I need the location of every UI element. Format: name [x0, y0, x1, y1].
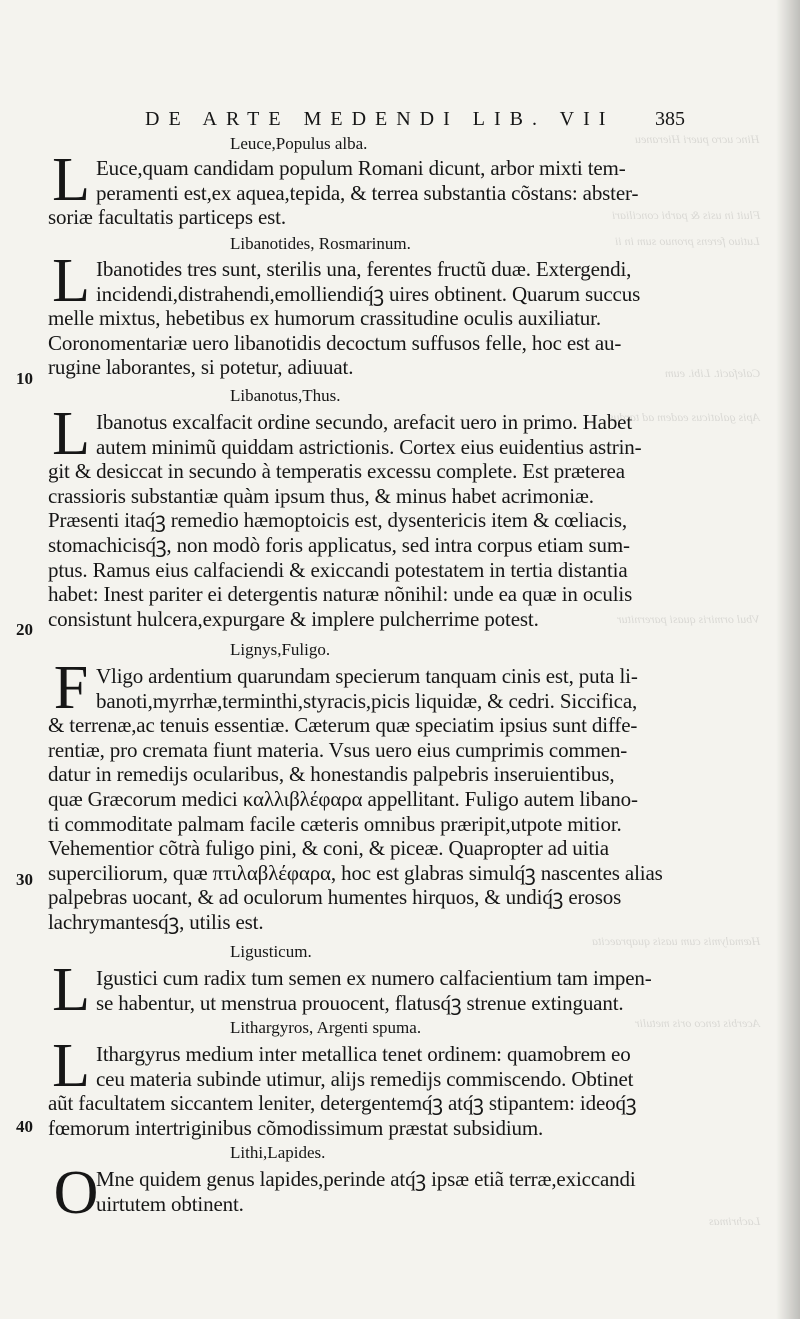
entry-paragraph: [48, 410, 698, 631]
entry-heading: Leuce,Populus alba.: [230, 134, 368, 153]
text-line: Ithargyrus medium inter metallica tenet ordinem: quamobrem eo: [96, 1042, 631, 1066]
text-line: lachrymantesq́ꝫ, utilis est.: [48, 909, 264, 934]
text-line: uirtutem obtinent.: [96, 1191, 244, 1216]
show-through-text: Calefacit. Libi. eum: [664, 366, 760, 380]
text-line: fœmorum intertriginibus cõmodissimum præstat subsidium.: [48, 1115, 544, 1140]
text-line: ceu materia subinde utimur, alijs remedijs commiscendo. Obtinet: [96, 1066, 634, 1091]
running-head: [145, 108, 685, 138]
text-line: Ibanotides tres sunt, sterilis una, ferentes fructũ duæ. Extergendi,: [96, 257, 632, 281]
entry-paragraph: [48, 156, 698, 230]
text-line: stomachicisq́ꝫ, non modò foris applicatus, sed intra corpus etiam sum-: [48, 532, 630, 557]
entry-heading: Libanotus,Thus.: [230, 386, 341, 405]
text-line: peramenti est,ex aquea,tepida, & terrea substantia cõstans: abster-: [96, 180, 639, 205]
show-through-text: Hæmalymis cum uasis quapraecita: [591, 934, 760, 948]
text-line: habet: Inest pariter ei detergentis naturæ nõnihil: unde ea quæ in oculis: [48, 582, 633, 607]
binding-shadow: [776, 0, 800, 1319]
text-line: ti commoditate palmam facile cæteris omnibus præripit,utpote mitior.: [48, 811, 622, 836]
show-through-text: Fluit in usis & parbi conciliari: [611, 208, 760, 222]
entry-paragraph: [48, 1167, 698, 1216]
text-line: palpebras uocant, & ad oculorum humentes hirquos, & undiq́ꝫ erosos: [48, 885, 622, 910]
text-line: rugine laborantes, si potetur, adiuuat.: [48, 355, 354, 380]
drop-cap: L: [52, 257, 90, 306]
text-line: Vligo ardentium quarundam specierum tanquam cinis est, puta li-: [96, 664, 638, 688]
drop-cap: O: [53, 1169, 99, 1218]
line-number: 10: [16, 369, 33, 388]
text-line: Mne quidem genus lapides,perinde atq́ꝫ ipsæ etiã terræ,exiccandi: [96, 1167, 636, 1191]
text-line: banoti,myrrhæ,terminthi,styracis,picis liquidæ, & cedri. Siccifica,: [96, 688, 638, 713]
text-line: melle mixtus, hebetibus ex humorum crassitudine oculis auxiliatur.: [48, 306, 601, 331]
entry-paragraph: [48, 664, 698, 935]
text-line: & terrenæ,ac tenuis essentiæ. Cæterum quæ speciatim ipsius sunt diffe-: [48, 713, 638, 738]
text-line: Ibanotus excalfacit ordine secundo, arefacit uero in primo. Habet: [96, 410, 633, 434]
entry-heading: Libanotides, Rosmarinum.: [230, 234, 411, 253]
show-through-text: Vbul ormiris quasi parernitur: [617, 612, 760, 626]
text-line: ptus. Ramus eius calfaciendi & exiccandi potestatem in tertia distantia: [48, 557, 628, 582]
drop-cap: L: [52, 966, 90, 1015]
line-number: 40: [16, 1117, 33, 1136]
entry-heading: Lithi,Lapides.: [230, 1143, 326, 1162]
text-line: rentiæ, pro cremata fiunt materia. Vsus uero eius cumprimis commen-: [48, 737, 628, 762]
text-line: autem minimũ quiddam astrictionis. Cortex eius euidentius astrin-: [96, 434, 642, 459]
text-line: git & desiccat in secundo à temperatis excessu complete. Est præterea: [48, 459, 625, 484]
entry-heading: Ligusticum.: [230, 942, 312, 961]
entry-heading: Lignys,Fuligo.: [230, 640, 331, 659]
drop-cap: L: [52, 1042, 90, 1091]
text-line: consistunt hulcera,expurgare & implere pulcherrime potest.: [48, 606, 539, 631]
entry-paragraph: [48, 966, 698, 1015]
show-through-text: Hinc ucro pueri Hieraneu: [635, 132, 760, 146]
entry-paragraph: [48, 1042, 698, 1140]
show-through-text: Apis galaticus eadem ad tardus: [609, 410, 760, 424]
running-head-title: DE ARTE MEDENDI LIB. VII: [145, 108, 615, 130]
text-line: Vehementior cõtrà fuligo pini, & coni, & piceæ. Quapropter ad uitia: [48, 836, 609, 861]
text-line: incidendi,distrahendi,emolliendiq́ꝫ uires obtinent. Quarum succus: [96, 281, 641, 306]
entry-paragraph: [48, 257, 698, 380]
text-line: quæ Græcorum medici καλλιβλέφαρα appellitant. Fuligo autem libano-: [48, 786, 638, 811]
text-line: aũt facultatem siccantem leniter, detergentemq́ꝫ atq́ꝫ stipantem: ideoq́ꝫ: [48, 1091, 637, 1116]
text-line: Præsenti itaq́ꝫ remedio hæmoptoicis est, dysentericis item & cœliacis,: [48, 508, 627, 533]
text-line: superciliorum, quæ πτιλαβλέφαρα, hoc est glabras simulq́ꝫ nascentes alias: [48, 860, 663, 885]
text-line: Euce,quam candidam populum Romani dicunt, arbor mixti tem-: [96, 156, 626, 180]
page-number: 385: [655, 108, 685, 130]
text-line: soriæ facultatis particeps est.: [48, 205, 286, 230]
drop-cap: L: [52, 156, 90, 205]
text-line: crassioris substantiæ quàm ipsum thus, & minus habet acrimoniæ.: [48, 483, 594, 508]
line-number: 30: [16, 870, 33, 889]
show-through-text: Lutiuo ferens pronuo sum in ii: [615, 234, 760, 248]
drop-cap: F: [53, 664, 89, 713]
drop-cap: L: [52, 410, 90, 459]
text-line: se habentur, ut menstrua prouocent, flatusq́ꝫ strenue extinguant.: [96, 990, 624, 1015]
entry-heading: Lithargyros, Argenti spuma.: [230, 1018, 422, 1037]
line-number: 20: [16, 620, 33, 639]
show-through-text: Lachrimas: [708, 1214, 760, 1228]
text-line: Igustici cum radix tum semen ex numero calfacientium tam impen-: [96, 966, 652, 990]
show-through-text: Acerbis tenco oris metulir: [635, 1016, 760, 1030]
text-line: datur in remedijs ocularibus, & honestandis palpebris inseruientibus,: [48, 762, 615, 787]
text-line: Coronomentariæ uero libanotidis decoctum suffusos felle, hoc est au-: [48, 330, 622, 355]
